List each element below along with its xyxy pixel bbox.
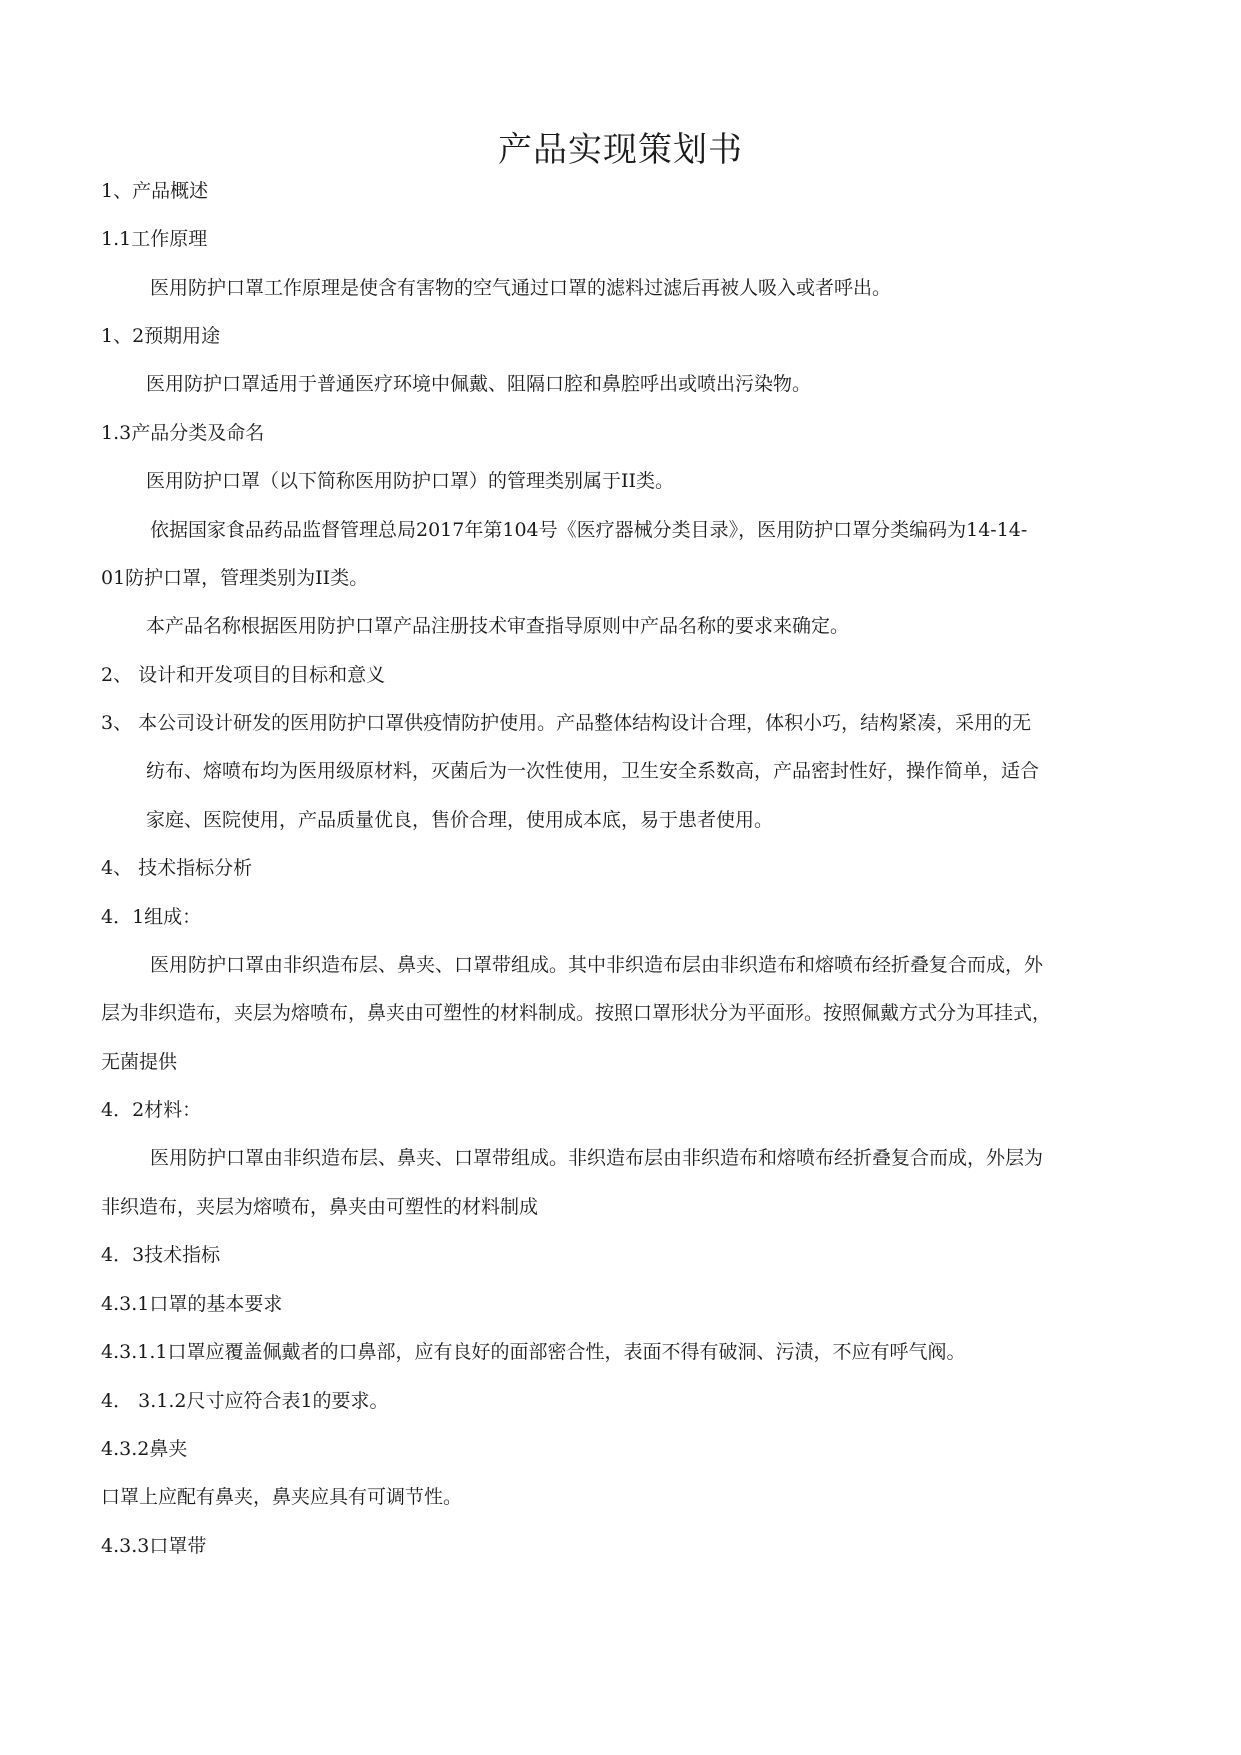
paragraph-working-principle: 医用防护口罩工作原理是使含有害物的空气通过口罩的滤料过滤后再被人吸入或者呼出。 xyxy=(150,277,892,299)
document-title: 产品实现策划书 xyxy=(498,130,743,170)
paragraph-classification-1: 医用防护口罩（以下简称医用防护口罩）的管理类别属于II类。 xyxy=(146,470,675,492)
paragraph-nose-clip: 口罩上应配有鼻夹，鼻夹应具有可调节性。 xyxy=(101,1486,463,1508)
heading-design-goals: 2、 设计和开发项目的目标和意义 xyxy=(101,664,386,686)
paragraph-design-line-2: 纺布、熔喷布均为医用级原材料，灭菌后为一次性使用，卫生安全系数高，产品密封性好，操作简单，适合 xyxy=(146,760,1040,782)
paragraph-intended-use: 医用防护口罩适用于普通医疗环境中佩戴、阻隔口腔和鼻腔呼出或喷出污染物。 xyxy=(146,373,812,395)
paragraph-requirement-4-3-1-2: 4． 3.1.2尺寸应符合表1的要求。 xyxy=(101,1390,389,1412)
heading-nose-clip: 4.3.2鼻夹 xyxy=(101,1438,188,1460)
heading-mask-strap: 4.3.3口罩带 xyxy=(101,1535,207,1557)
paragraph-composition-line-2: 层为非织造布，夹层为熔喷布，鼻夹由可塑性的材料制成。按照口罩形状分为平面形。按照佩戴方式分为耳挂式， xyxy=(101,1002,1052,1024)
heading-technical-analysis: 4、 技术指标分析 xyxy=(101,857,253,879)
paragraph-classification-2-line-2: 01防护口罩，管理类别为II类。 xyxy=(101,567,369,589)
heading-composition: 4．1组成： xyxy=(101,906,202,928)
paragraph-materials-line-1: 医用防护口罩由非织造布层、鼻夹、口罩带组成。非织造布层由非织造布和熔喷布经折叠复合而成，外层为 xyxy=(150,1147,1044,1169)
heading-classification: 1.3产品分类及命名 xyxy=(101,422,265,444)
paragraph-design-line-1: 3、 本公司设计研发的医用防护口罩供疫情防护使用。产品整体结构设计合理，体积小巧，结构紧凑，采用的无 xyxy=(101,712,1032,734)
paragraph-materials-line-2: 非织造布，夹层为熔喷布，鼻夹由可塑性的材料制成 xyxy=(101,1196,539,1218)
heading-materials: 4．2材料： xyxy=(101,1099,202,1121)
paragraph-composition-line-1: 医用防护口罩由非织造布层、鼻夹、口罩带组成。其中非织造布层由非织造布和熔喷布经折叠复合而成，外 xyxy=(150,954,1044,976)
paragraph-requirement-4-3-1-1: 4.3.1.1口罩应覆盖佩戴者的口鼻部，应有良好的面部密合性，表面不得有破洞、污渍，不应有呼气阀。 xyxy=(101,1341,966,1363)
heading-intended-use: 1、2预期用途 xyxy=(101,325,221,347)
paragraph-naming: 本产品名称根据医用防护口罩产品注册技术审查指导原则中产品名称的要求来确定。 xyxy=(146,615,850,637)
paragraph-composition-line-3: 无菌提供 xyxy=(101,1051,178,1073)
heading-product-overview: 1、产品概述 xyxy=(101,180,209,202)
paragraph-design-line-3: 家庭、医院使用，产品质量优良，售价合理，使用成本底，易于患者使用。 xyxy=(146,809,774,831)
heading-technical-indicators: 4．3技术指标 xyxy=(101,1244,221,1266)
heading-working-principle: 1.1工作原理 xyxy=(101,228,208,250)
paragraph-classification-2-line-1: 依据国家食品药品监督管理总局2017年第104号《医疗器械分类目录》，医用防护口罩分类编码为14-14- xyxy=(150,519,1028,541)
heading-basic-requirements: 4.3.1口罩的基本要求 xyxy=(101,1293,283,1315)
